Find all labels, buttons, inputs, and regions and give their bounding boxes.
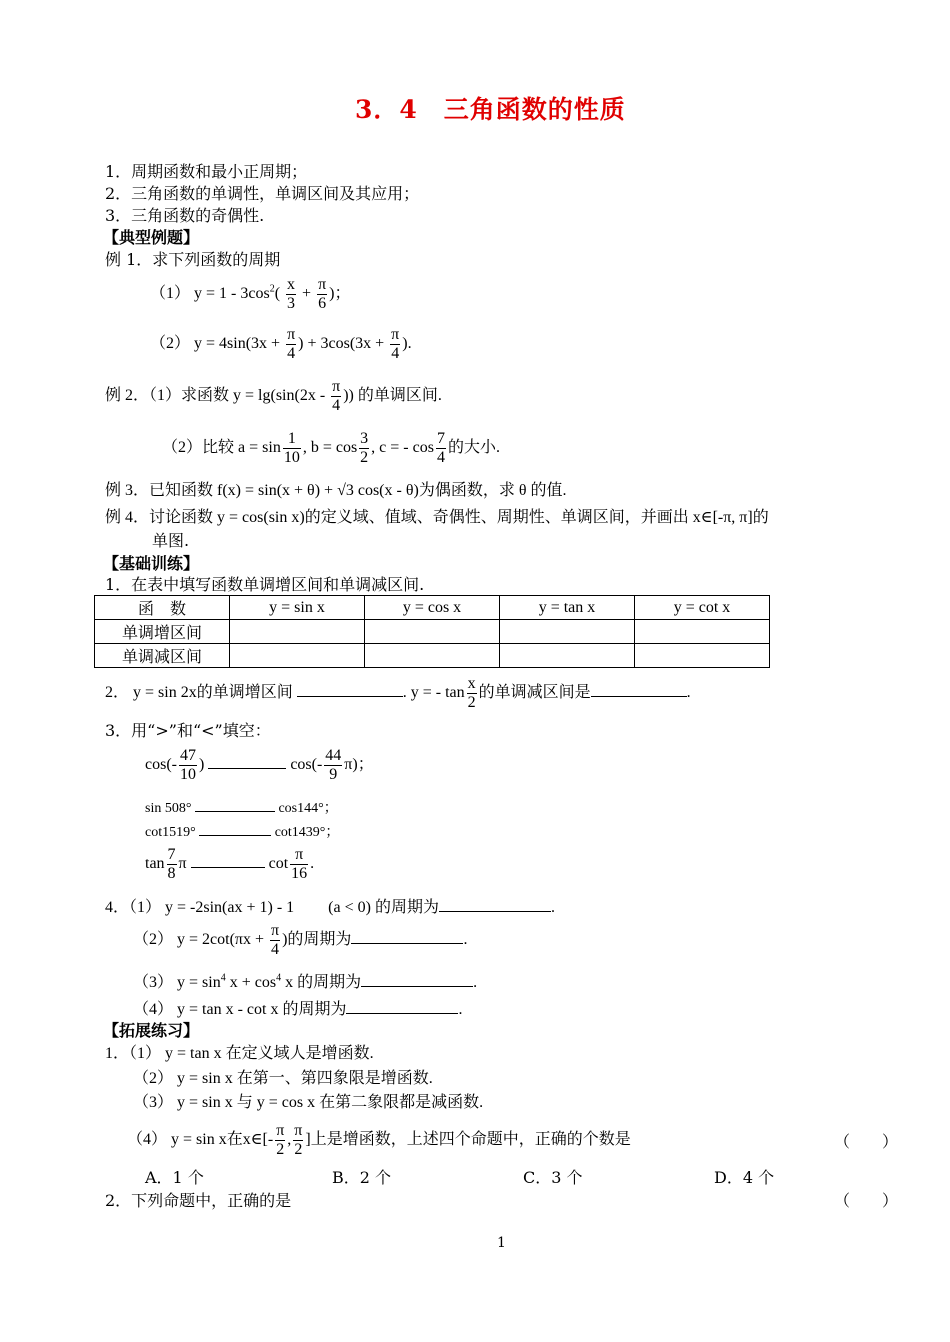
formula-text: , c = - cos xyxy=(371,438,434,456)
table-header-cell: y = tan x xyxy=(500,596,635,620)
period: . xyxy=(402,683,407,701)
formula-text: a = sin xyxy=(238,438,281,456)
table-cell xyxy=(500,644,635,668)
statement-text: 在第一、第四象限是增函数. xyxy=(236,1070,433,1087)
part-label: （2） xyxy=(133,930,174,948)
fraction xyxy=(331,378,341,414)
example-label: 例 2．（1）求函数 xyxy=(105,386,230,404)
question-4-part-1 xyxy=(105,897,555,917)
table-cell xyxy=(500,620,635,644)
extended-1-statement-2 xyxy=(133,1070,433,1088)
formula-text: x∈[-π, π] xyxy=(692,509,753,526)
fraction xyxy=(390,326,400,362)
choice-d[interactable]: D．4 个 xyxy=(714,1168,775,1187)
formula-text: sin 508° xyxy=(145,801,192,816)
denominator: 4 xyxy=(287,344,296,362)
section-heading-examples: 【典型例题】 xyxy=(103,228,200,247)
objective-2: 2．三角函数的单调性，单调区间及其应用； xyxy=(105,184,420,203)
formula-text: cot xyxy=(268,854,289,872)
formula-text: y = 2cot(πx + xyxy=(177,930,269,948)
formula-text: ). xyxy=(402,334,412,352)
fraction xyxy=(286,326,296,362)
question-text: 的周期为 xyxy=(287,930,352,948)
formula-text: . xyxy=(310,854,315,872)
example-text: 的定义域、值域、奇偶性、周期性、单调区间，并画出 xyxy=(304,509,689,526)
numerator: 7 xyxy=(167,846,176,863)
formula-text: y = cos(sin x) xyxy=(217,509,305,526)
paren-close: )； xyxy=(329,284,351,302)
fraction xyxy=(293,1122,303,1158)
numerator: 3 xyxy=(360,430,369,447)
formula-text: (a < 0) xyxy=(328,899,371,916)
fraction xyxy=(359,430,369,466)
denominator: 2 xyxy=(360,448,369,466)
formula-text: cos144°； xyxy=(278,801,338,816)
example-1-part-2 xyxy=(150,326,412,362)
denominator: 2 xyxy=(276,1140,285,1158)
answer-blank[interactable] xyxy=(439,897,551,912)
table-cell xyxy=(230,620,365,644)
numerator: x xyxy=(287,276,296,293)
answer-blank[interactable] xyxy=(191,853,265,868)
table-cell xyxy=(635,644,770,668)
answer-blank[interactable] xyxy=(208,754,286,769)
answer-blank[interactable] xyxy=(195,797,275,812)
fraction xyxy=(324,747,342,783)
question-4-part-4 xyxy=(133,999,462,1019)
numerator: 44 xyxy=(325,747,342,764)
table-row-label: 单调增区间 xyxy=(95,620,230,644)
formula-text: y = sin x在x∈[- xyxy=(171,1130,274,1148)
extended-question-2: 2．下列命题中，正确的是 xyxy=(105,1191,292,1210)
table-cell xyxy=(635,620,770,644)
part-label: （2） xyxy=(133,1070,174,1087)
formula-text: tan xyxy=(145,854,165,872)
table-header-cell: 函 数 xyxy=(95,596,230,620)
table-header-cell: y = sin x xyxy=(230,596,365,620)
question-3-line-1 xyxy=(145,747,374,783)
section-heading-extended: 【拓展练习】 xyxy=(103,1021,200,1040)
denominator: 9 xyxy=(329,765,338,783)
numerator: π xyxy=(290,846,308,865)
fraction xyxy=(317,276,327,312)
numerator: π xyxy=(276,1122,285,1139)
formula-text: ] xyxy=(305,1130,311,1148)
answer-blank[interactable] xyxy=(199,821,271,836)
example-label: 例 3．已知函数 xyxy=(105,482,214,499)
example-tail: 为偶函数，求 θ 的值. xyxy=(418,482,567,499)
denominator: 10 xyxy=(283,448,300,466)
formula-text: y = 1 - 3cos xyxy=(194,284,270,302)
example-2-part-2 xyxy=(162,430,500,466)
choice-c[interactable]: C．3 个 xyxy=(523,1168,583,1187)
part-label: （2）比较 xyxy=(162,438,235,456)
statement-text: 在定义域人是增函数. xyxy=(225,1045,374,1062)
formula-text: f(x) = sin(x + θ) + √3 cos(x - θ) xyxy=(217,482,419,499)
numerator: π xyxy=(391,326,400,343)
formula-text: x + cos xyxy=(225,974,277,991)
example-label: 例 4．讨论函数 xyxy=(105,509,214,526)
part-label: （4） xyxy=(133,1001,174,1018)
fraction xyxy=(179,747,197,783)
numerator: π xyxy=(318,276,327,293)
monotonicity-table xyxy=(94,595,770,668)
formula-text: cos(- xyxy=(290,755,323,773)
numerator: x xyxy=(467,675,476,692)
exponent: 4 xyxy=(276,972,282,984)
numerator: 1 xyxy=(283,430,301,449)
example-4 xyxy=(105,509,769,527)
question-4-part-3 xyxy=(133,972,477,992)
question-3-line-3 xyxy=(145,821,339,841)
period: . xyxy=(473,974,478,991)
page-number: 1 xyxy=(497,1235,506,1251)
period: . xyxy=(463,930,468,948)
fraction xyxy=(436,430,446,466)
denominator: 6 xyxy=(318,294,327,312)
question-text: 的周期为 xyxy=(297,974,362,991)
statement-text: 在第二象限都是减函数. xyxy=(319,1094,484,1111)
example-2-part-1 xyxy=(105,378,442,414)
table-row-label: 单调减区间 xyxy=(95,644,230,668)
question-text: 的周期为 xyxy=(374,899,439,916)
answer-parentheses[interactable]: （ ） xyxy=(834,1191,899,1210)
answer-blank[interactable] xyxy=(351,929,463,944)
example-1-part-1 xyxy=(150,276,350,312)
example-tail: 的 xyxy=(752,509,769,526)
extended-1-statement-3 xyxy=(133,1094,483,1112)
answer-blank[interactable] xyxy=(591,682,687,697)
fraction xyxy=(286,276,296,312)
part-label: （4） xyxy=(127,1130,168,1148)
example-tail: 的大小. xyxy=(447,438,500,456)
formula-text: , b = cos xyxy=(302,438,358,456)
statement-text: 与 xyxy=(236,1094,253,1111)
denominator: 4 xyxy=(271,940,280,958)
objective-1: 1．周期函数和最小正周期； xyxy=(105,162,308,181)
answer-blank[interactable] xyxy=(346,999,458,1014)
table-cell xyxy=(365,620,500,644)
answer-blank[interactable] xyxy=(297,682,403,697)
statement-text: 上是增函数，上述四个命题中，正确的个数是 xyxy=(310,1130,631,1148)
formula-text: y = sin xyxy=(177,974,221,991)
formula-text: y = lg(sin(2x - xyxy=(233,386,330,404)
formula-text: π xyxy=(178,854,187,872)
part-label: （3） xyxy=(133,974,174,991)
denominator: 16 xyxy=(291,864,308,882)
formula-text: cot1439°； xyxy=(274,825,340,840)
extended-1-statement-1 xyxy=(105,1045,374,1063)
numerator: 7 xyxy=(436,430,445,447)
question-label: 1．（1） xyxy=(105,1045,162,1062)
question-label: 2． xyxy=(105,683,130,701)
question-3-line-4 xyxy=(145,846,314,882)
formula-text: y = cos x xyxy=(256,1094,316,1111)
example-3 xyxy=(105,482,567,500)
part-label: （1） xyxy=(150,284,191,302)
formula-text: cot1519° xyxy=(145,825,196,840)
question-4-part-2 xyxy=(133,922,467,958)
example-4-line-2: 单图. xyxy=(152,531,190,550)
fraction xyxy=(467,675,477,711)
numerator: π xyxy=(332,378,341,395)
answer-parentheses[interactable]: （ ） xyxy=(834,1132,899,1151)
formula-text: )) xyxy=(343,386,354,404)
part-label: （2） xyxy=(150,334,191,352)
table-row xyxy=(95,644,770,668)
paren-open: ( xyxy=(274,284,281,302)
question-text: 的单调减区间是 xyxy=(478,683,591,701)
formula-text: cos(- xyxy=(145,755,177,773)
extended-1-statement-4 xyxy=(127,1122,631,1158)
question-3-line-2 xyxy=(145,797,338,817)
denominator: 10 xyxy=(179,765,196,783)
section-heading-basic: 【基础训练】 xyxy=(103,554,200,573)
table-cell xyxy=(365,644,500,668)
formula-text: y = tan x - cot x xyxy=(177,1001,279,1018)
example-1-heading: 例 1．求下列函数的周期 xyxy=(105,250,281,269)
question-label: 4．（1） xyxy=(105,899,162,916)
plus-sign: + xyxy=(298,284,316,302)
table-header-cell: y = cos x xyxy=(365,596,500,620)
question-text: 的单调增区间 xyxy=(196,683,293,701)
fraction xyxy=(275,1122,285,1158)
answer-blank[interactable] xyxy=(361,972,473,987)
denominator: 2 xyxy=(294,1140,303,1158)
denominator: 4 xyxy=(436,448,445,466)
question-3-heading: 3．用“>”和“<”填空： xyxy=(105,721,271,740)
period: . xyxy=(458,1001,463,1018)
denominator: 4 xyxy=(391,344,400,362)
period: . xyxy=(686,683,691,701)
formula-text: ) xyxy=(198,755,205,773)
exponent: 2 xyxy=(269,283,275,295)
formula-text: y = 4sin(3x + xyxy=(194,334,285,352)
fraction xyxy=(290,846,308,882)
table-cell xyxy=(230,644,365,668)
table-header-cell: y = cot x xyxy=(635,596,770,620)
page-title: 3．4 三角函数的性质 xyxy=(355,95,626,124)
period: . xyxy=(550,899,555,916)
formula-text: y = tan x xyxy=(165,1045,222,1062)
formula-text: y = sin 2x xyxy=(133,683,197,701)
objective-3: 3．三角函数的奇偶性. xyxy=(105,206,265,225)
fraction xyxy=(270,922,280,958)
formula-text: y = sin x xyxy=(177,1070,233,1087)
fraction xyxy=(167,846,177,882)
part-label: （3） xyxy=(133,1094,174,1111)
numerator: π xyxy=(271,922,280,939)
denominator: 4 xyxy=(332,396,341,414)
exponent: 4 xyxy=(220,972,226,984)
denominator: 2 xyxy=(467,693,476,711)
numerator: π xyxy=(287,326,296,343)
choice-a[interactable]: A．1 个 xyxy=(145,1168,204,1187)
table-header-row xyxy=(95,596,770,620)
formula-text: x xyxy=(281,974,294,991)
question-2 xyxy=(105,675,691,711)
formula-text: y = -2sin(ax + 1) - 1 xyxy=(165,899,295,916)
formula-text: π)； xyxy=(344,755,374,773)
table-row xyxy=(95,620,770,644)
choice-b[interactable]: B．2 个 xyxy=(332,1168,392,1187)
formula-text: y = - tan xyxy=(410,683,465,701)
basic-question-1: 1．在表中填写函数单调增区间和单调减区间. xyxy=(105,575,425,594)
formula-text: ) xyxy=(282,930,288,948)
fraction xyxy=(283,430,301,466)
comma: , xyxy=(287,1130,292,1148)
numerator: π xyxy=(294,1122,303,1139)
denominator: 8 xyxy=(167,864,176,882)
denominator: 3 xyxy=(287,294,296,312)
formula-text: ) + 3cos(3x + xyxy=(298,334,389,352)
example-tail: 的单调区间. xyxy=(357,386,442,404)
numerator: 47 xyxy=(179,747,196,764)
question-text: 的周期为 xyxy=(282,1001,347,1018)
formula-text: y = sin x xyxy=(177,1094,233,1111)
